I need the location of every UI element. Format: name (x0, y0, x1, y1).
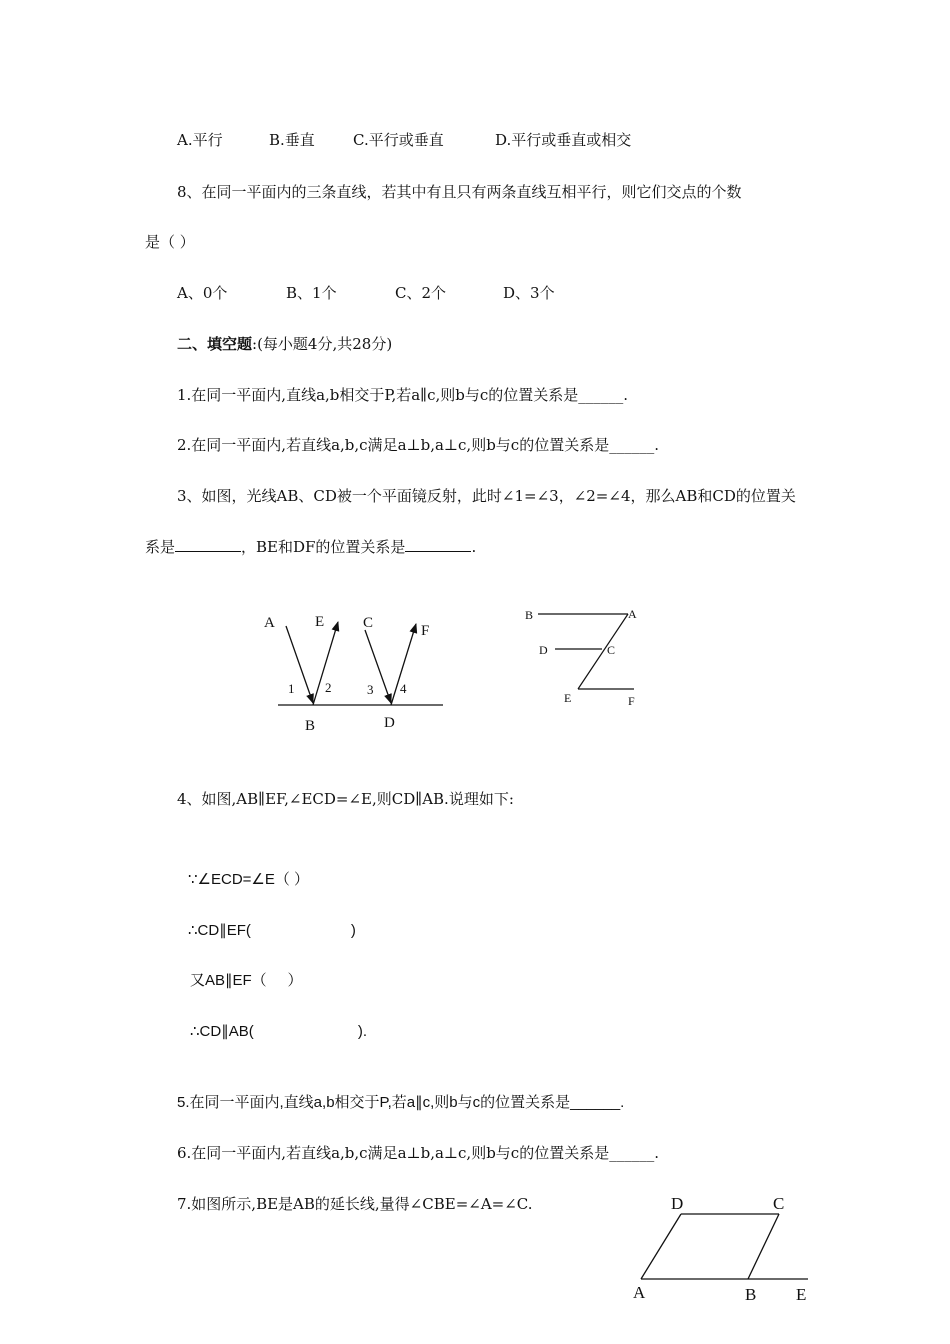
section-title: 二、填空题 (177, 335, 253, 353)
fill-q6: 6.在同一平面内,若直线a,b,c满足a⊥b,a⊥c,则b与c的位置关系是______. (177, 1144, 659, 1162)
label-d: D (671, 1194, 684, 1213)
label-e: E (796, 1285, 807, 1304)
label-c: C (363, 615, 374, 631)
fill-q5: 5.在同一平面内,直线a,b相交于P,若a∥c,则b与c的位置关系是______. (177, 1094, 625, 1111)
q8-line2: 是（ ） (145, 233, 195, 251)
label-2: 2 (325, 680, 332, 695)
label-d: D (384, 715, 395, 731)
figure-parallelogram (628, 1190, 818, 1310)
option-d: D.平行或垂直或相交 (495, 131, 632, 149)
option-a: A.平行 (177, 131, 223, 149)
figure-mirror-reflection (250, 600, 460, 740)
q3-text-b: ，BE和DF的位置关系是 (241, 538, 406, 556)
proof-line-2: ∴CD∥EF( ) (188, 922, 356, 939)
label-a: A (633, 1283, 646, 1302)
answer-blank (405, 551, 471, 552)
label-d: D (539, 643, 548, 657)
section-heading (177, 334, 392, 354)
proof-line-3: 又AB∥EF（ ） (190, 972, 303, 989)
side-bc (748, 1214, 779, 1279)
fill-q4: 4、如图,AB∥EF,∠ECD=∠E,则CD∥AB.说理如下: (177, 790, 514, 808)
label-b: B (525, 608, 534, 622)
fill-q3-line1: 3、如图，光线AB、CD被一个平面镜反射，此时∠1=∠3，∠2=∠4，那么AB和CD的位置关 (177, 487, 796, 505)
label-e: E (315, 614, 325, 630)
label-c: C (607, 643, 616, 657)
option-a: A、0个 (177, 284, 228, 302)
answer-blank (175, 551, 241, 552)
fill-q7: 7.如图所示,BE是AB的延长线,量得∠CBE=∠A=∠C. (177, 1195, 533, 1213)
fill-q2: 2.在同一平面内,若直线a,b,c满足a⊥b,a⊥c,则b与c的位置关系是______. (177, 436, 659, 454)
option-c: C.平行或垂直 (353, 131, 444, 149)
option-b: B、1个 (286, 284, 337, 302)
label-b: B (305, 718, 316, 734)
label-a: A (264, 615, 275, 631)
option-c: C、2个 (395, 284, 447, 302)
label-e: E (564, 691, 572, 705)
q3-text-c: . (471, 538, 477, 556)
fill-q1: 1.在同一平面内,直线a,b相交于P,若a∥c,则b与c的位置关系是______. (177, 386, 629, 404)
label-b: B (745, 1285, 757, 1304)
section-note: :(每小题4分,共28分) (252, 335, 393, 353)
side-ad (641, 1214, 681, 1279)
label-c: C (773, 1194, 785, 1213)
q8-line1: 8、在同一平面内的三条直线，若其中有且只有两条直线互相平行，则它们交点的个数 (177, 183, 742, 201)
option-d: D、3个 (503, 284, 555, 302)
figure-z-shape (515, 598, 650, 716)
proof-line-1: ∵∠ECD=∠E（ ） (188, 871, 310, 888)
fill-q3-line2 (145, 537, 476, 557)
option-b: B.垂直 (269, 131, 315, 149)
label-1: 1 (288, 681, 295, 696)
proof-line-4: ∴CD∥AB( ). (190, 1023, 368, 1040)
label-f: F (628, 694, 635, 708)
label-a: A (628, 607, 637, 621)
q3-text-a: 系是 (145, 538, 176, 556)
line-ae (578, 614, 628, 689)
label-4: 4 (400, 681, 407, 696)
label-f: F (421, 623, 430, 639)
label-3: 3 (367, 682, 374, 697)
